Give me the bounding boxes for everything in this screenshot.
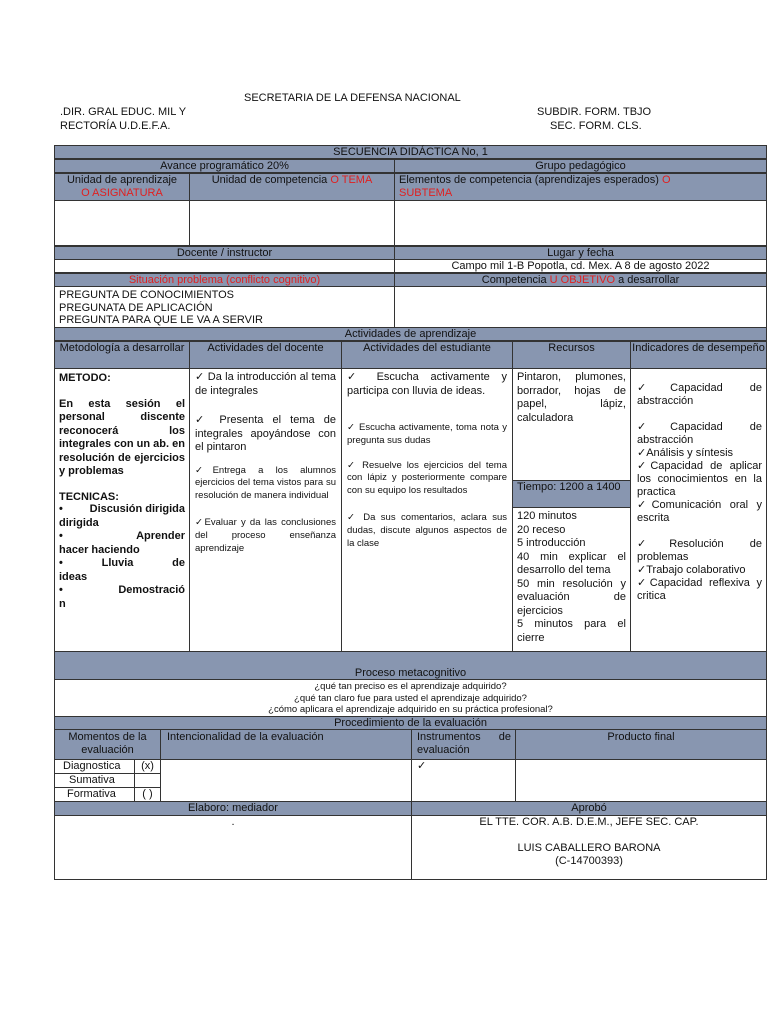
situacion-bar [54,273,395,287]
metodo-text: En esta sesión el personal discente reconocerá los integrales con un ab. en resolución de ejercicios y problemas [59,397,185,478]
estudiante-activity-item: ✓ Resuelve los ejercicios del tema con lápiz y posteriormente compare con su equipo los resultados [347,459,507,497]
indicador-item: ✓Resolución de problemas [637,538,762,563]
subtema-label: SUBTEMA [399,187,453,199]
tiempo-item: 5 minutos para el cierre [517,618,626,644]
check-icon: ✓ [417,760,427,772]
producto-label: Producto final [607,731,675,743]
col-docente-header [189,341,342,369]
actividades-bar [54,327,767,341]
aprobo-bar [411,801,767,816]
tiempo-label: Tiempo: 1200 a 1400 [517,481,621,493]
col-indicadores-header [630,341,767,369]
diagnostica-label: Diagnostica [63,760,121,772]
unidad-competencia-cell [189,200,395,246]
o-label: O [661,174,671,186]
metacognitivo-bar [54,651,767,680]
preguntas-cell [54,286,395,328]
metodologia-cell: METODO: En esta sesión el personal discente reconocerá los integrales con un ab. en resolución de ejercicios y problemas TECNICAS: • Discusión dirigida dirigida • Aprender hacer haciendo • Lluvia de ideas • Demostració n [54,368,190,652]
elaboro-dot: . [231,816,235,828]
indicador-item: ✓Comunicación oral y escrita [637,499,762,524]
elaboro-cell [54,815,412,880]
tecnica-item: Discusión dirigida [89,503,185,516]
actividades-title: Actividades de aprendizaje [344,328,477,340]
elaboro-label: Elaboro: mediador [188,802,278,814]
aprobo-cell [411,815,767,880]
lugar-bar [394,246,767,260]
grupo-label: Grupo pedagógico [535,160,626,172]
document-title: SECRETARIA DE LA DEFENSA NACIONAL [244,92,461,104]
instrumentos-header [411,729,516,760]
unidad-competencia-label: Unidad de competencia [211,174,328,186]
producto-header [515,729,767,760]
situacion-label: Situación problema (conflicto cognitivo) [128,274,321,286]
indicadores-cell [630,368,767,652]
header-right-line2: SEC. FORM. CLS. [550,120,642,132]
lugar-label: Lugar y fecha [547,247,614,259]
diagnostica-mark-cell[interactable] [134,759,161,774]
momentos-header [54,729,161,760]
indicador-item: ✓Trabajo colaborativo [637,564,746,576]
docente-label: Docente / instructor [176,247,273,259]
elementos-label: Elementos de competencia (aprendizajes esperados) [399,174,659,186]
indicador-item: ✓Capacidad reflexiva y critica [637,577,762,602]
tiempo-bar [512,480,631,508]
metacognitivo-q3: ¿cómo aplicara el aprendizaje adquirido en su práctica profesional? [268,704,553,715]
col-recursos-header [512,341,631,369]
tiempos-list [513,508,630,647]
metacognitivo-title: Proceso metacognitivo [354,667,467,679]
elementos-cell [394,200,767,246]
instrumentos-cell [411,759,516,802]
sumativa-mark-cell[interactable] [134,773,161,788]
avance-label: Avance programático 20% [160,160,289,172]
docente-bar [54,246,395,260]
indicador-item: ✓Capacidad de abstracción [637,421,762,446]
docente-activities-cell [189,368,342,652]
docente-col-label: Actividades del docente [207,342,324,354]
estudiante-col-label: Actividades del estudiante [363,342,491,354]
docente-activity-item: ✓ Da la introducción al tema de integrales [195,371,336,397]
aprobo-cargo: EL TTE. COR. A.B. D.E.M., JEFE SEC. CAP. [479,816,699,828]
elaboro-bar [54,801,412,816]
docente-cell [54,259,395,273]
competencia-cell [394,286,767,328]
intencionalidad-header [160,729,412,760]
sumativa-cell [54,773,135,788]
formativa-mark: ( ) [142,788,153,800]
metodo-label: METODO: [59,372,111,384]
estudiante-activity-item: ✓ Escucha activamente, toma nota y pregunta sus dudas [347,422,507,446]
recursos-col-label: Recursos [548,342,595,354]
u-objetivo-label: U OBJETIVO [549,274,616,286]
o-tema-label: O TEMA [330,174,373,186]
unidad-aprendizaje-header [54,173,190,201]
metacognitivo-q1: ¿qué tan preciso es el aprendizaje adquirido? [314,681,507,692]
estudiante-activity-item: ✓ Da sus comentarios, aclara sus dudas, discute algunos aspectos de la clase [347,512,507,549]
sequence-title-bar [54,145,767,159]
header-left-line2: RECTORÍA U.D.E.F.A. [60,120,171,132]
diagnostica-mark: (x) [141,760,154,772]
sequence-title: SECUENCIA DIDÁCTICA No, 1 [333,146,488,158]
grupo-bar [394,159,767,173]
indicador-item: ✓Capacidad de aplicar los conocimientos en la practica [637,460,762,498]
competencia-label: Competencia [481,274,547,286]
formativa-mark-cell[interactable] [134,787,161,802]
unidad-aprendizaje-cell [54,200,190,246]
instrumentos-label: Instrumentos de evaluación [417,731,511,756]
estudiante-activity-item: ✓ Escucha activamente y participa con lluvia de ideas. [347,371,507,397]
metacognitivo-q2: ¿qué tan claro fue para usted el aprendizaje adquirido? [294,692,527,704]
aprobo-label: Aprobó [571,802,607,814]
header-left-line1: .DIR. GRAL EDUC. MIL Y [60,106,187,118]
pregunta-aplicacion: PREGUNATA DE APLICACIÓN [59,301,213,314]
docente-activity-item: ✓ Presenta el tema de integrales apoyándose con el pintaron [195,414,336,453]
indicador-item: ✓Capacidad de abstracción [637,382,762,407]
o-asignatura-label: O ASIGNATURA [81,187,163,199]
evaluacion-bar [54,716,767,730]
header-right-line1: SUBDIR. FORM. TBJO [537,106,652,118]
producto-cell [515,759,767,802]
recursos-text: Pintaron, plumones, borrador, hojas de papel, lápiz, calculadora [517,371,626,424]
tiempo-item: 5 introducción [517,537,586,549]
elementos-header [394,173,767,201]
col-estudiante-header [341,341,513,369]
avance-bar [54,159,395,173]
tiempo-item: 20 receso [517,523,566,536]
unidad-aprendizaje-label: Unidad de aprendizaje [66,174,178,186]
estudiante-activities-cell [341,368,513,652]
unidad-competencia-header [189,173,395,201]
formativa-label: Formativa [67,788,116,800]
evaluacion-title: Procedimiento de la evaluación [334,717,487,729]
a-desarrollar-label: a desarrollar [618,274,680,286]
aprobo-nombre: LUIS CABALLERO BARONA [517,842,661,854]
aprobo-matricula: (C-14700393) [555,855,623,867]
tiempo-item: 120 minutos [517,510,577,522]
diagnostica-cell [54,759,135,774]
pregunta-conocimientos: PREGUNTA DE CONOCIMIENTOS [59,289,235,301]
intencionalidad-label: Intencionalidad de la evaluación [167,731,324,743]
tiempo-item: 50 min resolución y evaluación de ejercicios [517,577,626,617]
competencia-bar [394,273,767,287]
metacognitivo-cell [54,679,767,717]
sumativa-label: Sumativa [69,774,115,786]
lugar-value: Campo mil 1-B Popotla, cd. Mex. A 8 de agosto 2022 [451,260,710,272]
momentos-label: Momentos de la evaluación [68,731,147,756]
lugar-cell [394,259,767,273]
col-metodologia-header [54,341,190,369]
docente-activity-item: ✓Entrega a los alumnos ejercicios del tema vistos para su resolución de manera individual [195,464,336,502]
pregunta-para-que: PREGUNTA PARA QUE LE VA A SERVIR [59,314,263,326]
formativa-cell [54,787,135,802]
tecnicas-label: TECNICAS: [59,490,119,503]
metodologia-label: Metodología a desarrollar [59,342,185,354]
indicador-item: ✓Análisis y síntesis [637,447,734,459]
indicadores-col-label: Indicadores de desempeño [632,342,765,354]
intencionalidad-cell [160,759,412,802]
tiempo-item: 40 min explicar el desarrollo del tema [517,550,626,576]
docente-activity-item: ✓Evaluar y da las conclusiones del proceso enseñanza aprendizaje [195,516,336,554]
